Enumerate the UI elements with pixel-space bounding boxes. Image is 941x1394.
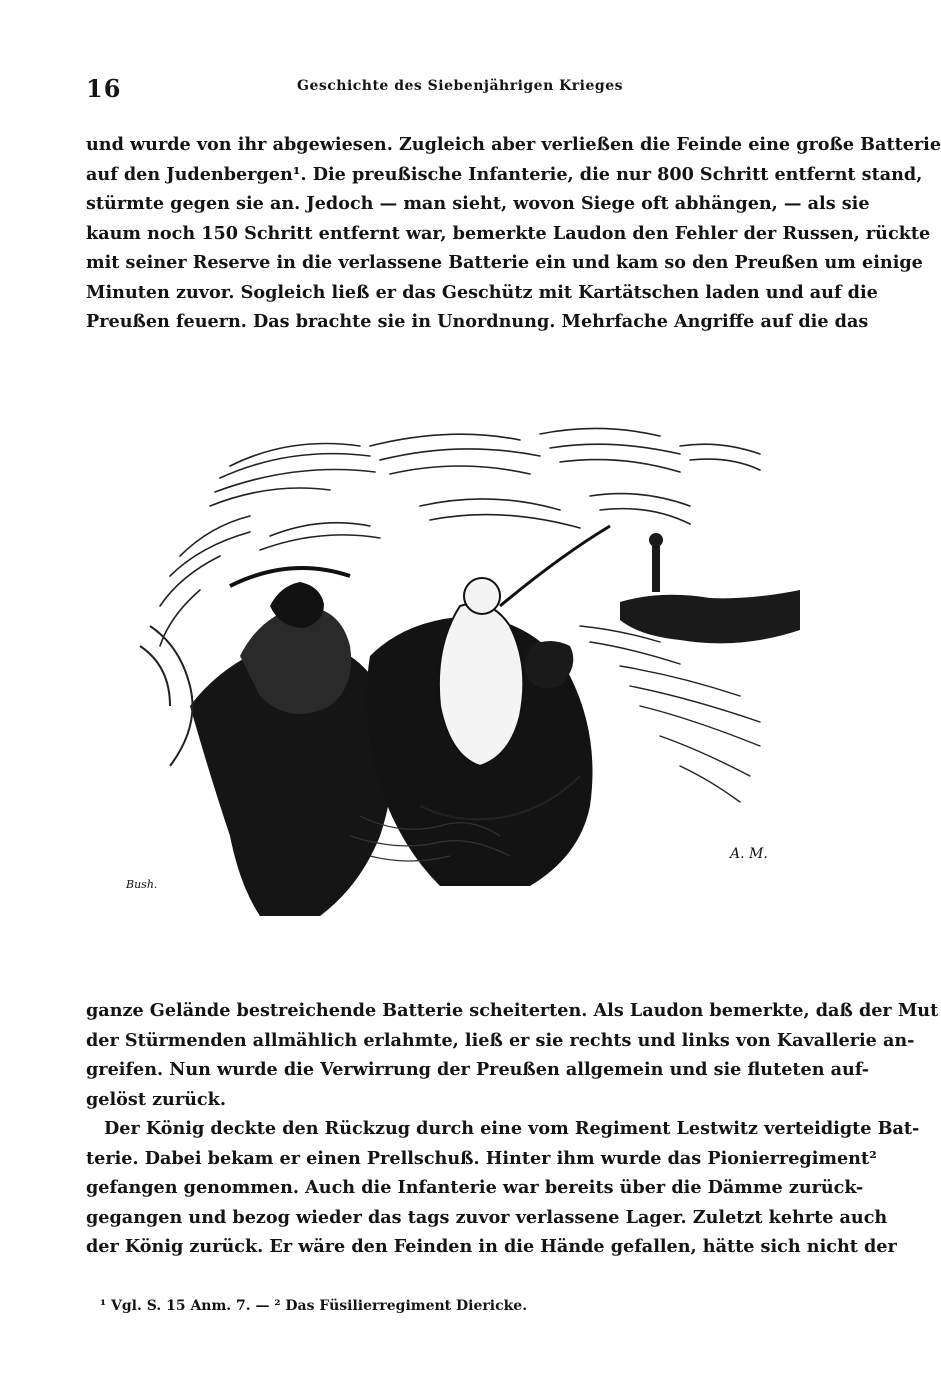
rider-right: [367, 526, 610, 886]
cavalry-charge-illustration: [120, 406, 810, 926]
running-head: Geschichte des Siebenjährigen Krieges: [297, 78, 623, 94]
text-line: der Stürmenden allmählich erlahmte, ließ er sie rechts und links von Kavallerie an-: [86, 1029, 915, 1051]
rider-left: [140, 568, 393, 916]
ground-hatching: [580, 626, 760, 802]
text-line: und wurde von ihr abgewiesen. Zugleich aber verließen die Feinde eine große Batterie: [86, 134, 941, 155]
text-line: der König zurück. Er wäre den Feinden in die Hände gefallen, hätte sich nicht der: [86, 1236, 897, 1257]
text-line: stürmte gegen sie an. Jedoch — man sieht, wovon Siege oft abhängen, — als sie: [86, 193, 870, 214]
text-line: Minuten zuvor. Sogleich ließ er das Geschütz mit Kartätschen laden und auf die: [86, 281, 878, 303]
text-line: auf den Judenbergen¹. Die preußische Infanterie, die nur 800 Schritt entfernt stand,: [86, 163, 923, 185]
text-line: ganze Gelände bestreichende Batterie scheiterten. Als Laudon bemerkte, daß der Mut: [86, 1000, 939, 1021]
horizon-scrub: [620, 533, 800, 643]
body-text-top: [86, 130, 941, 337]
body-text-bottom: [86, 996, 939, 1262]
text-line: Der König deckte den Rückzug durch eine vom Regiment Lestwitz verteidigte Bat-: [104, 1118, 920, 1139]
illustration: [120, 406, 810, 926]
text-line: gelöst zurück.: [86, 1088, 226, 1110]
page-number: 16: [86, 74, 122, 103]
text-line: mit seiner Reserve in die verlassene Batterie ein und kam so den Preußen um einige: [86, 252, 923, 273]
text-line: Preußen feuern. Das brachte sie in Unordnung. Mehrfache Angriffe auf die das: [86, 311, 869, 332]
text-line: gegangen und bezog wieder das tags zuvor verlassene Lager. Zuletzt kehrte auch: [86, 1206, 888, 1228]
illustration-signature-left: Bush.: [126, 878, 158, 891]
footnotes: ¹ Vgl. S. 15 Anm. 7. — ² Das Füsilierregiment Diericke.: [100, 1298, 528, 1314]
text-line: gefangen genommen. Auch die Infanterie war bereits über die Dämme zurück-: [86, 1177, 864, 1198]
text-line: kaum noch 150 Schritt entfernt war, bemerkte Laudon den Fehler der Russen, rückte: [86, 222, 931, 244]
illustration-signature-right: A. M.: [730, 846, 768, 862]
text-line: greifen. Nun wurde die Verwirrung der Preußen allgemein und sie fluteten auf-: [86, 1059, 870, 1080]
text-line: terie. Dabei bekam er einen Prellschuß. Hinter ihm wurde das Pionierregiment²: [86, 1147, 877, 1169]
